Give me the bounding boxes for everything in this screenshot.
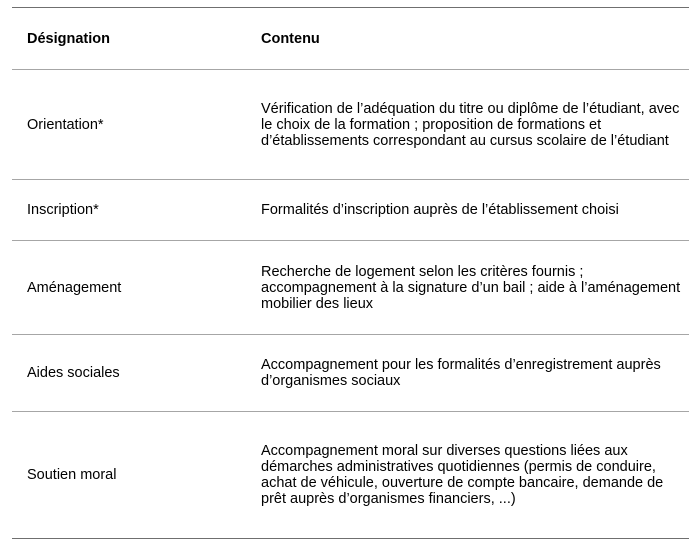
row-contenu: Accompagnement moral sur diverses questions liées aux démarches administratives quotidiennes (permis de conduire, achat de véhicule, ouverture de compte bancaire, demande de prêt auprès d’organismes financiers, ...): [261, 443, 664, 507]
row-contenu: Formalités d’inscription auprès de l’établissement choisi: [261, 202, 619, 218]
table-row: [12, 412, 689, 539]
table-row: [12, 180, 689, 241]
table-row: [12, 241, 689, 335]
row-designation: Aménagement: [27, 279, 122, 296]
row-designation: Soutien moral: [27, 467, 117, 483]
row-designation: Aides sociales: [27, 365, 120, 381]
row-contenu: Vérification de l’adéquation du titre ou diplôme de l’étudiant, avec le choix de la formation ; proposition de formations et d’établissements correspondant au cursus scolaire de l’étudiant: [261, 100, 680, 149]
table-row: [12, 70, 689, 180]
row-designation: Inscription*: [27, 202, 99, 218]
row-designation: Orientation*: [27, 116, 104, 133]
row-contenu: Recherche de logement selon les critères fournis ; accompagnement à la signature d’un bail ; aide à l’aménagement mobilier des lieux: [261, 263, 681, 312]
header-contenu: Contenu: [261, 30, 320, 47]
table-row: [12, 335, 689, 412]
row-contenu: Accompagnement pour les formalités d’enregistrement auprès d’organismes sociaux: [261, 357, 661, 389]
table-header-row: [12, 7, 689, 70]
services-table: [12, 7, 689, 539]
header-designation: Désignation: [27, 30, 110, 47]
